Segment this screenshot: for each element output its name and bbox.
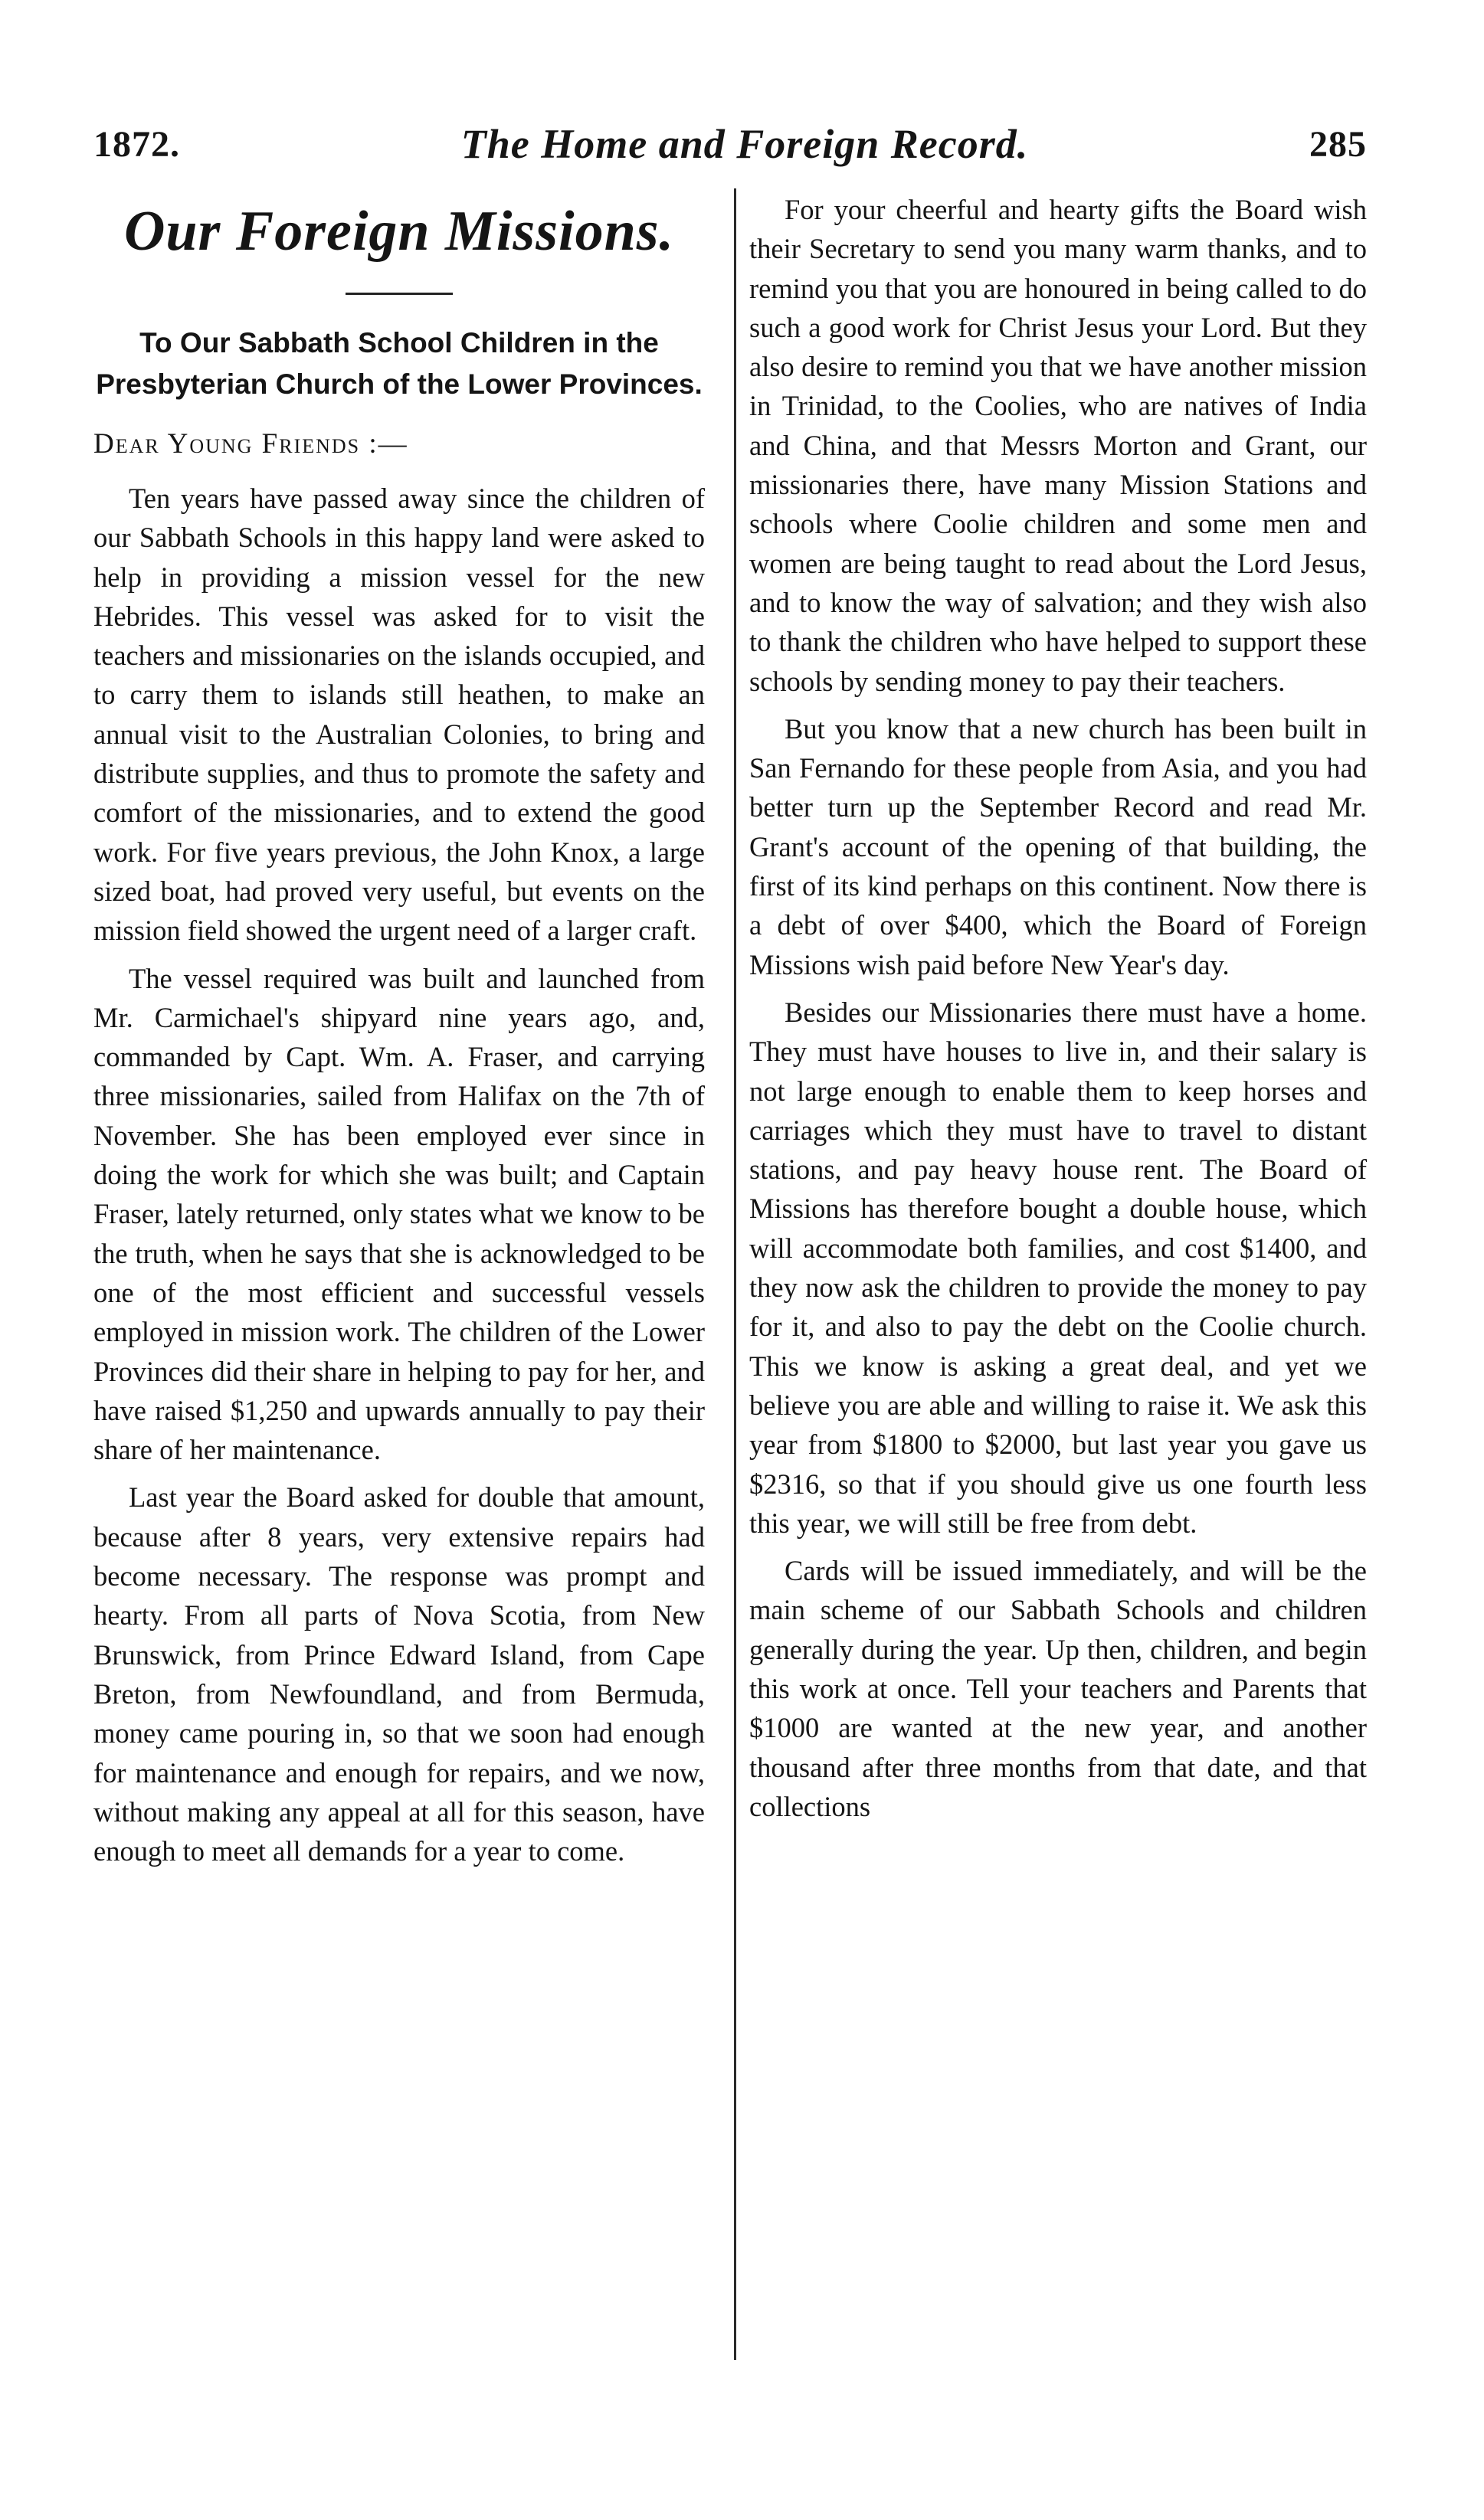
paragraph: Cards will be issued immediately, and will be the main scheme of our Sabbath Schools and children generally during the year. Up then, children, and begin this work at once. Tell your teachers and Parents that $1000 are wanted at the new year, and another thousand after three months from that date, and that collections (749, 1555, 1367, 1822)
paragraph: But you know that a new church has been built in San Fernando for these people from Asia, and you had better turn up the September Record and read Mr. Grant's account of the opening of that building, the first of its kind perhaps on this continent. Now there is a debt of over $400, which the Board of Foreign Missions wish paid before New Year's day. (749, 712, 1367, 980)
paragraph: Besides our Missionaries there must have a home. They must have houses to live in, and their salary is not large enough to enable them to keep horses and carriages which they must have to travel to distant stations, and pay heavy house rent. The Board of Missions has therefore bought a double house, which will accommodate both families, and cost $1400, and they now ask the children to provide the money to pay for it, and also to pay the debt on the Coolie church. This we know is asking a great deal, and yet we believe you are able and willing to raise it. We ask this year from $1800 to $2000, but last year you gave us $2316, so that if you should give us one fourth less this year, we will still be free from debt. (749, 996, 1367, 1539)
section-title: Our Foreign Missions. (123, 200, 675, 263)
paragraph: Last year the Board asked for double that amount, because after 8 years, very extensive repairs had become necessary. The response was prompt and hearty. From all parts of Nova Scotia, from New Brunswick, from Prince Edward Island, from Cape Breton, from Newfoundland, and from Bermuda, money came pouring in, so that we soon had enough for maintenance and enough for repairs, and we now, without making any appeal at all for this season, have enough to meet all demands for a year to come. (93, 1481, 705, 1867)
address-heading: To Our Sabbath School Children in the Presbyterian Church of the Lower Provinces. (96, 327, 703, 400)
paragraph: The vessel required was built and launched from Mr. Carmichael's shipyard nine years ago, and, commanded by Capt. Wm. A. Fraser, and carrying three missionaries, sailed from Halifax on the 7th of November. She has been employed ever since in doing the work for which she was built; and Captain Fraser, lately returned, only states what we know to be the truth, when he says that she is acknowledged to be one of the most efficient and successful vessels employed in mission work. The children of the Lower Provinces did their share in helping to pay for her, and have raised $1,250 and upwards annually to pay their share of her maintenance. (93, 962, 705, 1466)
header-year: 1872. (93, 123, 180, 165)
paragraph: For your cheerful and hearty gifts the Board wish their Secretary to send you many warm thanks, and to remind you that you are honoured in being called to do such a good work for Christ Jesus your Lord. But they also desire to remind you that we have another mission in Trinidad, to the Coolies, who are natives of India and China, and that Messrs Morton and Grant, our missionaries there, have many Mission Stations and schools where Coolie children and some men and women are being taught to read about the Lord Jesus, and to know the way of salvation; and they wish also to thank the children who have helped to support these schools by sending money to pay their teachers. (749, 194, 1367, 697)
paragraph: Ten years have passed away since the children of our Sabbath Schools in this happy land were asked to help in providing a mission vessel for the new Hebrides. This vessel was asked for to visit the teachers and missionaries on the islands occupied, and to carry them to islands still heathen, to make an annual visit to the Australian Colonies, to bring and distribute supplies, and thus to promote the safety and comfort of the missionaries, and to extend the good work. For five years previous, the John Knox, a large sized boat, had proved very useful, but events on the mission field showed the urgent need of a larger craft. (93, 483, 705, 947)
right-column (749, 190, 1367, 1834)
column-divider (734, 188, 736, 2360)
running-head (93, 113, 1367, 175)
salutation: Dear Young Friends :— (93, 428, 408, 460)
left-column (93, 190, 705, 1879)
section-title-rule (346, 293, 453, 295)
page-number: 285 (1309, 123, 1367, 165)
publication-title: The Home and Foreign Record. (460, 121, 1029, 167)
